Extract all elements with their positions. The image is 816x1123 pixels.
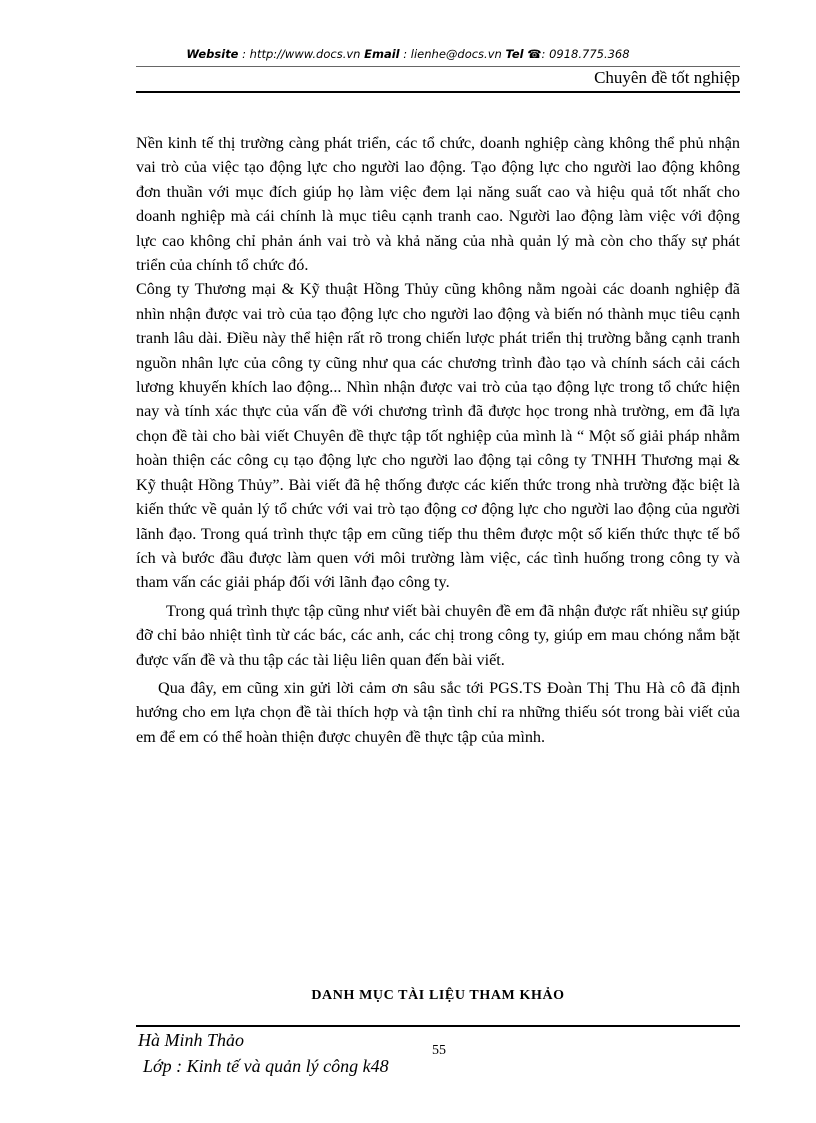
page-number: 55 <box>432 1043 446 1058</box>
phone-icon: ☎ <box>527 47 542 61</box>
header-thick-rule <box>136 91 740 93</box>
paragraph-internship: Trong quá trình thực tập cũng như viết bài chuyên đề em đã nhận được rất nhiều sự giúp đỡ chỉ bảo nhiệt tình từ các bác, các anh, các chị trong công ty, giúp em mau chóng nắm bặt được vấn đề và thu tập các tài liệu liên quan đến bài viết. <box>136 601 740 669</box>
website-label: Website <box>186 47 239 61</box>
paragraph-company: Công ty Thương mại & Kỹ thuật Hồng Thủy cũng không nằm ngoài các doanh nghiệp đã nhìn nhận được vai trò của tạo động lực cho người lao động và biến nó thành mục tiêu cạnh tranh lâu dài. Điều này thể hiện rất rõ trong chiến lược phát triển thị trường bằng cạnh tranh nguồn nhân lực của công ty cũng như qua các chương trình đào tạo và chính sách cải cách lương khuyến khích lao động... Nhìn nhận được vai trò của tạo động lực trong tổ chức hiện nay và tính xác thực của vấn đề với chương trình đã được học trong nhà trường, em đã lựa chọn đề tài cho bài viết Chuyên đề thực tập tốt nghiệp của mình là “ Một số giải pháp nhằm hoàn thiện các công cụ tạo động lực cho người lao động tại công ty TNHH Thương mại & Kỹ thuật Hồng Thủy”. Bài viết đã hệ thống được các kiến thức trong nhà trường đặc biệt là kiến thức về quản lý tổ chức với vai trò tạo động cơ động lực cho người lao động của người lãnh đạo. Trong quá trình thực tập em cũng tiếp thu thêm được một số kiến thức thực tế bổ ích và bước đầu được làm quen với môi trường làm việc, các tình huống trong công ty và tham vấn các giải pháp đối với lãnh đạo công ty. <box>136 280 740 592</box>
paragraph-intro: Nền kinh tế thị trường càng phát triển, các tổ chức, doanh nghiệp càng không thể phủ nhận vai trò của việc tạo động lực cho người lao động. Tạo động lực cho người lao động không đơn thuần với mục đích giúp họ làm việc đem lại năng suất cao và hiệu quả tốt nhất cho doanh nghiệp mà cái chính là mục tiêu cạnh tranh cao. Người lao động làm việc với động lực cao không chỉ phản ánh vai trò và khả năng của nhà quản lý mà còn cho thấy sự phát triển của chính tổ chức đó. <box>136 134 740 275</box>
email-address[interactable]: : lienhe@docs.vn <box>399 47 506 61</box>
chapter-title: Chuyên đề tốt nghiệp <box>594 68 740 87</box>
tel-label: Tel <box>505 47 524 61</box>
section-title-references: DANH MỤC TÀI LIỆU THAM KHẢO <box>311 988 565 1003</box>
footer-rule <box>136 1025 740 1027</box>
footer-author: Hà Minh Thảo <box>138 1030 245 1050</box>
email-label: Email <box>364 47 400 61</box>
website-url[interactable]: : http://www.docs.vn <box>238 47 365 61</box>
document-body <box>136 131 740 749</box>
paragraph-thanks: Qua đây, em cũng xin gửi lời cảm ơn sâu sắc tới PGS.TS Đoàn Thị Thu Hà cô đã định hướng cho em lựa chọn đề tài thích hợp và tận tình chỉ ra những thiếu sót trong bài viết của em để em có thể hoàn thiện được chuyên đề thực tập của mình. <box>136 678 740 746</box>
website-contact-line <box>0 47 816 61</box>
tel-number: : 0918.775.368 <box>541 47 630 61</box>
footer-class: Lớp : Kinh tế và quản lý công k48 <box>143 1056 389 1076</box>
header-thin-rule <box>136 66 740 67</box>
